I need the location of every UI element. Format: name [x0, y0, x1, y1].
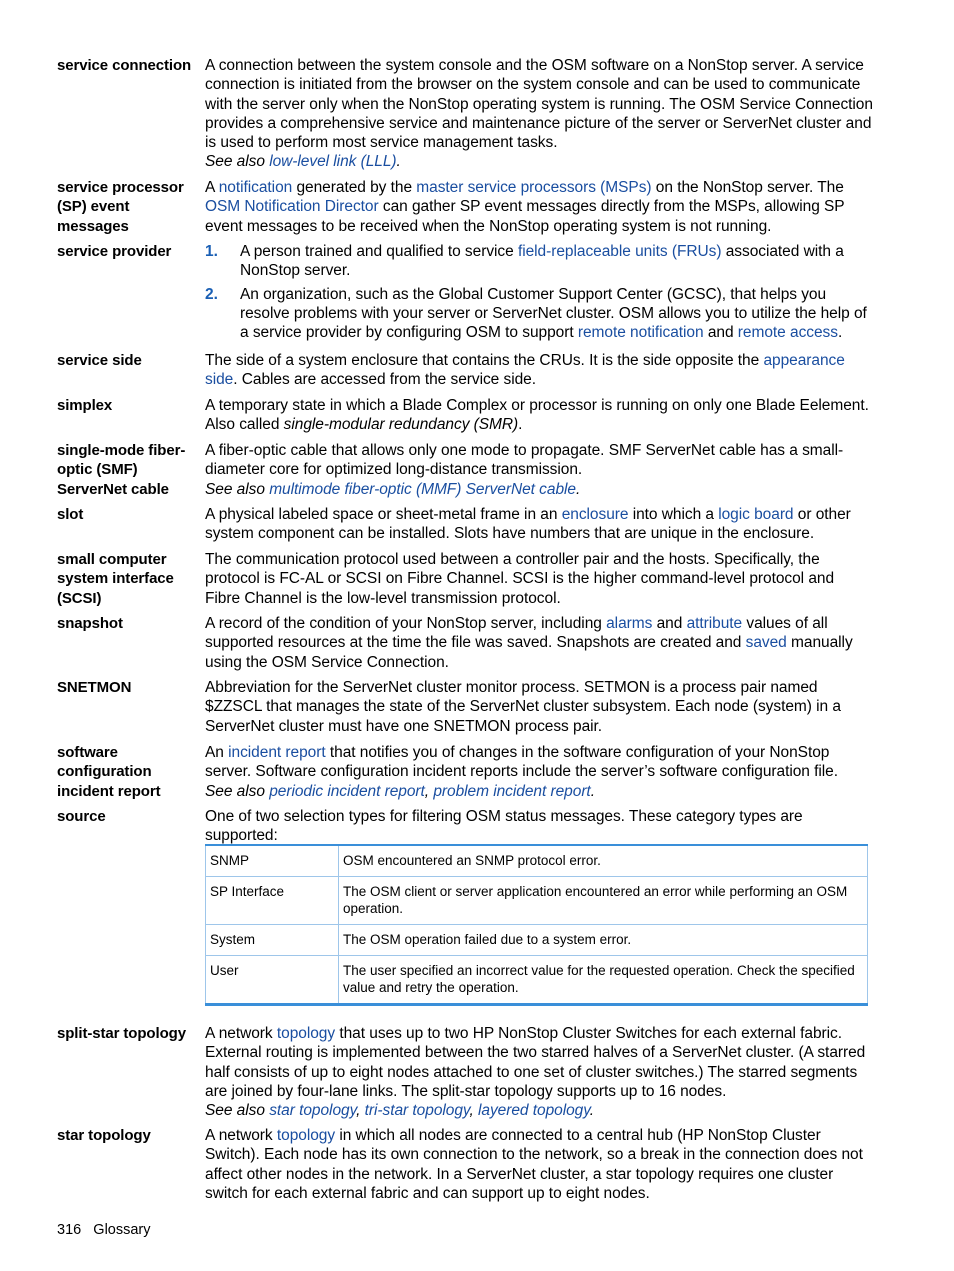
see-also-label: See also — [205, 153, 270, 171]
text-segment: and — [652, 615, 687, 632]
text-segment: An — [205, 744, 229, 761]
link-appearance-side[interactable]: appearance side — [205, 352, 845, 389]
definition: Abbreviation for the ServerNet cluster monitor process. SETMON is a process pair named $ZZSCL that manages the state of the ServerNet cluster subsystem. Each node (system) in a ServerNet cluster must have one SNETMON process pair. — [205, 679, 841, 735]
link-alarms[interactable]: alarms — [606, 615, 653, 632]
text-segment: A person trained and qualified to service — [240, 243, 518, 260]
definition — [205, 351, 873, 390]
term: star topology — [57, 1127, 151, 1144]
definition: The communication protocol used between a controller pair and the hosts. Specifically, the protocol is FC-AL or SCSI on Fibre Channel. SCSI is the higher command-level protocol and Fibre Channel is the low-level transmission protocol. — [205, 551, 835, 607]
term: service connection — [57, 57, 192, 74]
term: single-mode fiber-optic (SMF) ServerNet cable — [57, 442, 186, 498]
text-segment: or other system component can be installed. Slots have numbers that are unique in the enclosure. — [205, 506, 851, 543]
link-layered-topology[interactable]: layered topology — [478, 1102, 590, 1120]
term: slot — [57, 506, 84, 523]
text-segment: in which all nodes are connected to a central hub (HP NonStop Cluster Switch). Each node has its own connection to the network, so a break in the connection does not affect other nodes in the network. In a ServerNet cluster, a star topology requires one cluster switch for each external fabric and can support up to eight nodes. — [205, 1127, 863, 1202]
link-low-level-link[interactable]: low-level link (LLL) — [269, 153, 397, 171]
link-attribute[interactable]: attribute — [686, 615, 743, 632]
see-also-label: See also — [205, 782, 270, 800]
definition — [205, 242, 873, 346]
see-also: See also periodic incident report, problem incident report. — [205, 782, 595, 800]
link-periodic-incident-report[interactable]: periodic incident report — [269, 782, 425, 800]
description-cell: The user specified an incorrect value for the requested operation. Check the specified value and retry the operation. — [339, 956, 868, 1005]
term: small computer system interface (SCSI) — [57, 551, 174, 607]
text-segment: that notifies you of changes in the software configuration of your NonStop server. Software configuration incident reports include the server’s software configuration file. — [205, 744, 838, 781]
link-logic-board[interactable]: logic board — [718, 506, 794, 523]
text-segment: and — [703, 324, 738, 342]
table-row — [206, 845, 868, 877]
text-segment: manually using the OSM Service Connection. — [205, 634, 853, 671]
link-tri-star-topology[interactable]: tri-star topology — [364, 1102, 470, 1120]
text-segment: A record of the condition of your NonStop server, including — [205, 615, 607, 632]
table-row — [206, 956, 868, 1005]
table-row — [206, 925, 868, 956]
link-problem-incident-report[interactable]: problem incident report — [433, 782, 591, 800]
definition — [205, 1126, 873, 1203]
text-segment: A physical labeled space or sheet-metal frame in an — [205, 506, 562, 523]
definition — [205, 1024, 873, 1120]
link-field-replaceable-units[interactable]: field-replaceable units (FRUs) — [517, 243, 722, 260]
definition — [205, 178, 873, 236]
term: service processor (SP) event messages — [57, 179, 184, 235]
description-cell: The OSM client or server application encountered an error while performing an OSM operation. — [339, 877, 868, 925]
definition — [205, 56, 873, 172]
type-cell: User — [206, 956, 339, 1005]
text-segment: can gather SP event messages directly from the MSPs, allowing SP event messages to be received when the NonStop operating system is not running. — [205, 198, 845, 235]
term: software configuration incident report — [57, 744, 161, 800]
definition-text: A fiber-optic cable that allows only one mode to propagate. SMF ServerNet cable has a small-diameter core for optimized long-distance transmission. — [205, 442, 844, 479]
link-notification[interactable]: notification — [218, 179, 293, 196]
text-segment: . Cables are accessed from the service side. — [233, 371, 537, 389]
text-segment: on the NonStop server. The — [651, 179, 844, 196]
list-number: 1. — [205, 243, 218, 260]
definition: One of two selection types for filtering OSM status messages. These category types are supported: — [205, 808, 803, 845]
see-also: See also low-level link (LLL). — [205, 153, 401, 171]
italic-term: single-modular redundancy (SMR) — [283, 416, 519, 434]
term: service side — [57, 352, 142, 369]
text-segment: A network — [205, 1025, 277, 1042]
link-saved[interactable]: saved — [745, 634, 787, 652]
term: service provider — [57, 243, 172, 260]
type-cell: SP Interface — [206, 877, 339, 925]
page-footer — [57, 1222, 151, 1238]
link-star-topology[interactable]: star topology — [269, 1102, 357, 1120]
text-segment: An organization, such as the Global Customer Support Center (GCSC), that helps you resolve problems with your server or ServerNet cluster. OSM allows you to utilize the help of a service provider by configuring OSM to support — [240, 285, 867, 342]
link-topology[interactable]: topology — [276, 1127, 336, 1144]
see-also: See also multimode fiber-optic (MMF) ServerNet cable. — [205, 480, 581, 498]
text-segment: A — [205, 179, 219, 196]
section-title: Glossary — [93, 1222, 151, 1238]
term: source — [57, 808, 106, 825]
type-cell: SNMP — [206, 845, 339, 877]
list-item: 2. An organization, such as the Global Customer Support Center (GCSC), that helps you resolve problems with your server or ServerNet cluster. OSM allows you to utilize the help of a service provider by configuring OSM to support remote notification and remote access. — [205, 285, 867, 342]
description-cell: OSM encountered an SNMP protocol error. — [339, 845, 868, 877]
list-item — [205, 242, 873, 281]
page-number: 316 — [57, 1222, 82, 1238]
definition — [205, 441, 873, 499]
link-osm-notification-director[interactable]: OSM Notification Director — [205, 198, 379, 216]
link-topology[interactable]: topology — [276, 1025, 336, 1042]
text-segment: A network — [205, 1127, 277, 1144]
text-segment: generated by the — [292, 179, 417, 196]
text-segment: that uses up to two HP NonStop Cluster Switches for each external fabric. External routing is implemented between the two starred halves of a ServerNet cluster. (A starred half consists of up to eight nodes attached to one set of cluster switches.) The starred segments are joined by four-lane links. The split-star topology supports up to 16 nodes. — [205, 1025, 866, 1100]
table-row — [206, 877, 868, 925]
type-cell: System — [206, 925, 339, 956]
link-incident-report[interactable]: incident report — [228, 744, 326, 761]
term: simplex — [57, 397, 113, 414]
term: split-star topology — [57, 1025, 186, 1042]
see-also: See also star topology, tri-star topology, layered topology. — [205, 1102, 595, 1120]
numbered-list — [205, 242, 873, 342]
text-segment: associated with a NonStop server. — [240, 243, 844, 280]
link-remote-notification[interactable]: remote notification — [577, 324, 704, 342]
term: SNETMON — [57, 679, 132, 696]
text-segment: into which a — [628, 506, 719, 523]
link-multimode-fiber-optic[interactable]: multimode fiber-optic (MMF) ServerNet cable — [269, 480, 576, 498]
text-segment: The side of a system enclosure that contains the CRUs. It is the side opposite the — [205, 352, 764, 369]
definition — [205, 743, 873, 801]
link-master-service-processors[interactable]: master service processors (MSPs) — [416, 179, 652, 196]
see-also-label: See also — [205, 1102, 270, 1120]
link-enclosure[interactable]: enclosure — [561, 506, 629, 523]
list-number: 2. — [205, 285, 218, 303]
definition — [205, 505, 873, 544]
definition-text: A connection between the system console and the OSM software on a NonStop server. A service connection is initiated from the browser on the system console and can be used to communicate with the server only when the NonStop operating system is running. The OSM Service Connection provides a comprehensive service and maintenance picture of the server or ServerNet cluster and is used to perform most service management tasks. — [205, 57, 873, 152]
text-segment: values of all supported resources at the time the file was saved. Snapshots are created and — [205, 615, 828, 652]
term: snapshot — [57, 615, 123, 632]
definition: A temporary state in which a Blade Complex or processor is running on only one Blade Eelement. Also called single-modular redundancy (SMR). — [205, 397, 869, 434]
definition — [205, 614, 873, 672]
see-also-label: See also — [205, 480, 270, 498]
source-types-table — [205, 844, 868, 1006]
link-remote-access[interactable]: remote access — [737, 324, 838, 342]
text-segment: A temporary state in which a Blade Complex or processor is running on only one Blade Eelement. Also called — [205, 397, 869, 434]
description-cell: The OSM operation failed due to a system error. — [339, 925, 868, 956]
